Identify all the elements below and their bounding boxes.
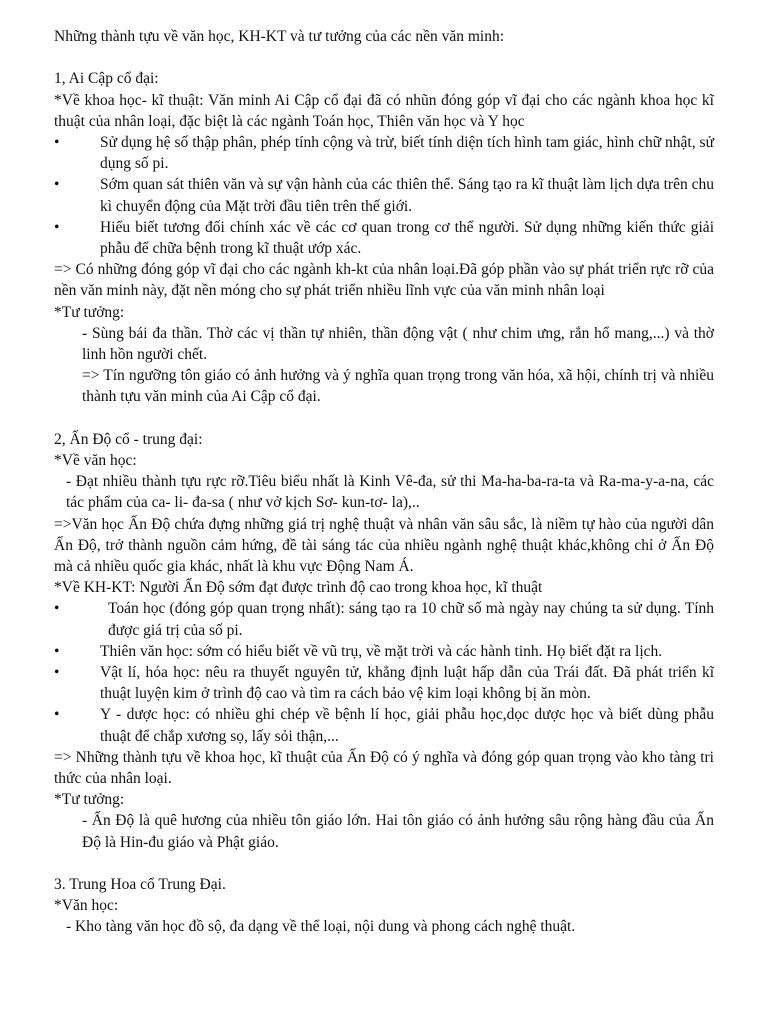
india-literature-point: - Đạt nhiều thành tựu rực rỡ.Tiêu biểu nhất là Kinh Vê-đa, sử thi Ma-ha-ba-ra-ta và Ra-ma-y-a-na, các tác phẩm của ca- li- đa-sa ( như vở kịch Sơ- kun-tơ- la),..: [66, 473, 714, 512]
egypt-bullet-item: [54, 217, 714, 259]
india-thought-point: - Ấn Độ là quê hương của nhiều tôn giáo lớn. Hai tôn giáo có ảnh hưởng sâu rộng hàng đầu của Ấn Độ là Hin-đu giáo và Phật giáo.: [82, 812, 714, 851]
document-title: Những thành tựu về văn học, KH-KT và tư tưởng của các nền văn minh:: [54, 28, 504, 45]
india-bullet-text: Toán học (đóng góp quan trọng nhất): sáng tạo ra 10 chữ số mà ngày nay chúng ta sử dụng. Tính được giá trị của số pi.: [108, 600, 714, 639]
india-science-heading: *Về KH-KT: Người Ấn Độ sớm đạt được trình độ cao trong khoa học, kĩ thuật: [54, 579, 543, 597]
india-bullet-item: [54, 641, 714, 662]
spacer: [54, 47, 714, 68]
section-heading-china: 3. Trung Hoa cổ Trung Đại.: [54, 876, 226, 894]
bullet-icon: •: [54, 218, 60, 236]
egypt-bullet-item: [54, 174, 714, 216]
spacer: [54, 408, 714, 429]
bullet-icon: •: [54, 176, 60, 194]
section-heading-egypt: 1, Ai Cập cổ đại:: [54, 70, 159, 88]
india-literature-heading: *Về văn học:: [54, 452, 137, 470]
india-bullet-item: [54, 598, 714, 640]
bullet-icon: •: [54, 134, 60, 151]
india-science-conclusion: => Những thành tựu về khoa học, kĩ thuật của Ấn Độ có ý nghĩa và đóng góp quan trọng vào kho tàng tri thức của nhân loại.: [54, 748, 714, 788]
egypt-bullet-text: Sử dụng hệ số thập phân, phép tính cộng và trừ, biết tính diện tích hình tam giác, hình chữ nhật, sử dụng số pi.: [100, 134, 714, 173]
egypt-bullet-text: Sớm quan sát thiên văn và sự vận hành của các thiên thể. Sáng tạo ra kĩ thuật làm lịch dựa trên chu kì chuyển động của Mặt trời đầu tiên trên thế giới.: [100, 176, 714, 215]
section-heading-india: 2, Ấn Độ cổ - trung đại:: [54, 430, 203, 448]
india-literature-conclusion: =>Văn học Ấn Độ chứa đựng những giá trị nghệ thuật và nhân văn sâu sắc, là niềm tự hào của người dân Ấn Độ, trở thành nguồn cảm hứng, đề tài sáng tác của nhiều ngành nghệ thuật khác,không chỉ ở Ấn Độ mà cả nhiều quốc gia khác, nhất là khu vực Động Nam Á.: [54, 515, 714, 576]
china-literature-heading: *Văn học:: [54, 897, 119, 915]
india-bullet-text: Y - dược học: có nhiều ghi chép về bệnh lí học, giải phẫu học,dọc dược học và biết dùng phẫu thuật để chắp xương sọ, lấy sỏi thận,...: [100, 706, 714, 745]
bullet-icon: •: [54, 706, 60, 724]
india-bullet-item: [54, 662, 714, 704]
egypt-bullet-item: [54, 132, 714, 174]
bullet-icon: •: [54, 664, 60, 682]
china-literature-point: - Kho tàng văn học đồ sộ, đa dạng về thể loại, nội dung và phong cách nghệ thuật.: [66, 918, 576, 936]
egypt-bullet-text: Hiểu biết tương đối chính xác về các cơ quan trong cơ thể người. Sử dụng những kiến thức giải phẫu để chữa bệnh trong kĩ thuật ướp xác.: [100, 218, 714, 258]
india-bullet-text: Vật lí, hóa học: nêu ra thuyết nguyên tử, khẳng định luật hấp dẫn của Trái đất. Đã phát triển kĩ thuật luyện kim ở trình độ cao và tìm ra cách bảo vệ kim loại không bị ăn mòn.: [100, 664, 714, 703]
bullet-icon: •: [54, 642, 60, 660]
egypt-science-conclusion: => Có những đóng góp vĩ đại cho các ngành kh-kt của nhân loại.Đã góp phần vào sự phát triển rực rỡ của nền văn minh này, đặt nền móng cho sự phát triển nhiều lĩnh vực của văn minh nhân loại: [54, 261, 714, 300]
egypt-thought-point: - Sùng bái đa thần. Thờ các vị thần tự nhiên, thần động vật ( như chim ưng, rắn hổ mang,...) và thờ linh hồn người chết.: [82, 324, 714, 364]
egypt-thought-conclusion: => Tín ngưỡng tôn giáo có ảnh hưởng và ý nghĩa quan trọng trong văn hóa, xã hội, chính trị và nhiều thành tựu văn minh của Ai Cập cổ đại.: [82, 367, 714, 406]
egypt-thought-heading: *Tư tưởng:: [54, 303, 125, 321]
india-thought-heading: *Tư tưởng:: [54, 791, 125, 809]
document-page: [54, 26, 714, 938]
india-bullet-text: Thiên văn học: sớm có hiểu biết về vũ trụ, về mặt trời và các hành tinh. Họ biết đặt ra lịch.: [100, 642, 663, 660]
india-bullet-item: [54, 704, 714, 746]
egypt-science-intro: *Về khoa học- kĩ thuật: Văn minh Ai Cập cổ đại đã có nhũn đóng góp vĩ đại cho các ngành khoa học kĩ thuật của nhân loại, đặc biệt là các ngành Toán học, Thiên văn học và Y học: [54, 91, 714, 130]
spacer: [54, 853, 714, 874]
bullet-icon: •: [54, 600, 60, 618]
